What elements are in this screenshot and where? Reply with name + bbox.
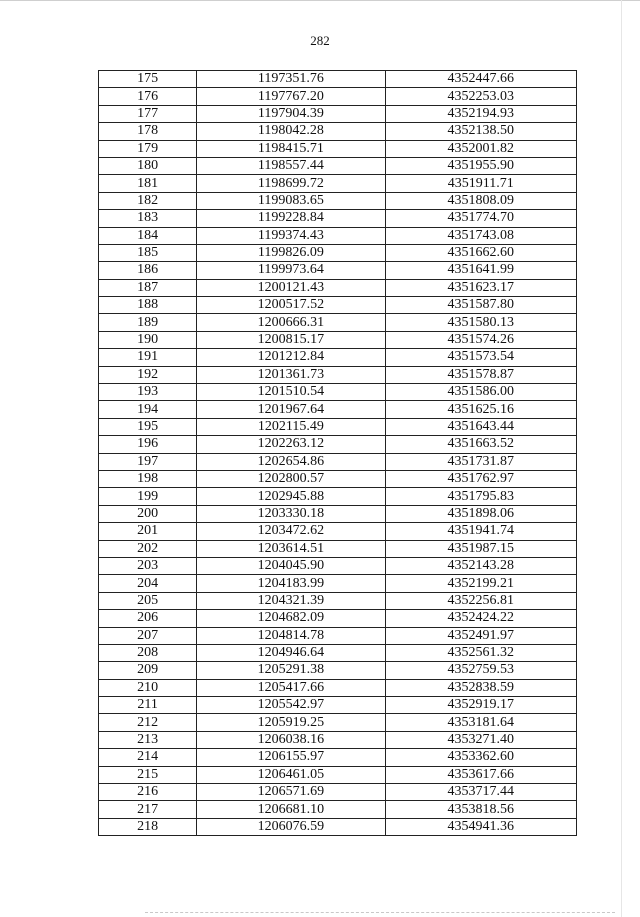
table-row bbox=[99, 314, 577, 331]
point-number-cell: 175 bbox=[99, 71, 197, 88]
point-number-cell: 211 bbox=[99, 697, 197, 714]
x-coordinate-cell: 1203330.18 bbox=[197, 505, 385, 522]
y-coordinate-cell: 4351573.54 bbox=[385, 349, 576, 366]
point-number-cell: 176 bbox=[99, 88, 197, 105]
point-number-cell: 191 bbox=[99, 349, 197, 366]
y-coordinate-cell: 4353818.56 bbox=[385, 801, 576, 818]
x-coordinate-cell: 1198557.44 bbox=[197, 157, 385, 174]
x-coordinate-cell: 1204814.78 bbox=[197, 627, 385, 644]
page-number: 282 bbox=[310, 33, 330, 48]
x-coordinate-cell: 1202654.86 bbox=[197, 453, 385, 470]
coordinates-table-body bbox=[99, 71, 577, 836]
point-number-cell: 212 bbox=[99, 714, 197, 731]
table-row bbox=[99, 662, 577, 679]
x-coordinate-cell: 1199973.64 bbox=[197, 262, 385, 279]
table-row bbox=[99, 262, 577, 279]
y-coordinate-cell: 4351898.06 bbox=[385, 505, 576, 522]
y-coordinate-cell: 4351663.52 bbox=[385, 436, 576, 453]
point-number-cell: 218 bbox=[99, 818, 197, 835]
x-coordinate-cell: 1206038.16 bbox=[197, 731, 385, 748]
point-number-cell: 214 bbox=[99, 749, 197, 766]
table-row bbox=[99, 766, 577, 783]
y-coordinate-cell: 4351625.16 bbox=[385, 401, 576, 418]
page-top-edge bbox=[0, 0, 640, 1]
x-coordinate-cell: 1201361.73 bbox=[197, 366, 385, 383]
x-coordinate-cell: 1201967.64 bbox=[197, 401, 385, 418]
point-number-cell: 190 bbox=[99, 331, 197, 348]
point-number-cell: 198 bbox=[99, 470, 197, 487]
point-number-cell: 215 bbox=[99, 766, 197, 783]
x-coordinate-cell: 1204682.09 bbox=[197, 610, 385, 627]
table-row bbox=[99, 88, 577, 105]
x-coordinate-cell: 1197904.39 bbox=[197, 105, 385, 122]
coordinates-table bbox=[98, 70, 577, 836]
x-coordinate-cell: 1199083.65 bbox=[197, 192, 385, 209]
x-coordinate-cell: 1204321.39 bbox=[197, 592, 385, 609]
y-coordinate-cell: 4351795.83 bbox=[385, 488, 576, 505]
y-coordinate-cell: 4352919.17 bbox=[385, 697, 576, 714]
y-coordinate-cell: 4354941.36 bbox=[385, 818, 576, 835]
y-coordinate-cell: 4353362.60 bbox=[385, 749, 576, 766]
table-row bbox=[99, 140, 577, 157]
x-coordinate-cell: 1200666.31 bbox=[197, 314, 385, 331]
x-coordinate-cell: 1203472.62 bbox=[197, 523, 385, 540]
table-row bbox=[99, 540, 577, 557]
point-number-cell: 197 bbox=[99, 453, 197, 470]
y-coordinate-cell: 4353181.64 bbox=[385, 714, 576, 731]
x-coordinate-cell: 1204946.64 bbox=[197, 644, 385, 661]
table-row bbox=[99, 297, 577, 314]
y-coordinate-cell: 4352199.21 bbox=[385, 575, 576, 592]
table-row bbox=[99, 523, 577, 540]
x-coordinate-cell: 1197767.20 bbox=[197, 88, 385, 105]
y-coordinate-cell: 4351774.70 bbox=[385, 210, 576, 227]
x-coordinate-cell: 1199826.09 bbox=[197, 244, 385, 261]
point-number-cell: 189 bbox=[99, 314, 197, 331]
table-row bbox=[99, 644, 577, 661]
y-coordinate-cell: 4352838.59 bbox=[385, 679, 576, 696]
point-number-cell: 177 bbox=[99, 105, 197, 122]
table-row bbox=[99, 436, 577, 453]
point-number-cell: 183 bbox=[99, 210, 197, 227]
y-coordinate-cell: 4351587.80 bbox=[385, 297, 576, 314]
y-coordinate-cell: 4351578.87 bbox=[385, 366, 576, 383]
x-coordinate-cell: 1202263.12 bbox=[197, 436, 385, 453]
x-coordinate-cell: 1206076.59 bbox=[197, 818, 385, 835]
point-number-cell: 204 bbox=[99, 575, 197, 592]
point-number-cell: 184 bbox=[99, 227, 197, 244]
y-coordinate-cell: 4351941.74 bbox=[385, 523, 576, 540]
x-coordinate-cell: 1206155.97 bbox=[197, 749, 385, 766]
y-coordinate-cell: 4352447.66 bbox=[385, 71, 576, 88]
x-coordinate-cell: 1201212.84 bbox=[197, 349, 385, 366]
point-number-cell: 199 bbox=[99, 488, 197, 505]
x-coordinate-cell: 1205417.66 bbox=[197, 679, 385, 696]
point-number-cell: 181 bbox=[99, 175, 197, 192]
x-coordinate-cell: 1204045.90 bbox=[197, 557, 385, 574]
table-row bbox=[99, 714, 577, 731]
point-number-cell: 195 bbox=[99, 418, 197, 435]
y-coordinate-cell: 4351662.60 bbox=[385, 244, 576, 261]
table-row bbox=[99, 227, 577, 244]
table-row bbox=[99, 749, 577, 766]
table-row bbox=[99, 210, 577, 227]
y-coordinate-cell: 4351911.71 bbox=[385, 175, 576, 192]
table-row bbox=[99, 331, 577, 348]
table-row bbox=[99, 71, 577, 88]
x-coordinate-cell: 1202115.49 bbox=[197, 418, 385, 435]
point-number-cell: 196 bbox=[99, 436, 197, 453]
table-row bbox=[99, 818, 577, 835]
x-coordinate-cell: 1204183.99 bbox=[197, 575, 385, 592]
x-coordinate-cell: 1198042.28 bbox=[197, 123, 385, 140]
table-row bbox=[99, 505, 577, 522]
x-coordinate-cell: 1202945.88 bbox=[197, 488, 385, 505]
point-number-cell: 180 bbox=[99, 157, 197, 174]
table-row bbox=[99, 801, 577, 818]
table-row bbox=[99, 470, 577, 487]
table-row bbox=[99, 175, 577, 192]
x-coordinate-cell: 1206681.10 bbox=[197, 801, 385, 818]
y-coordinate-cell: 4353271.40 bbox=[385, 731, 576, 748]
point-number-cell: 216 bbox=[99, 784, 197, 801]
point-number-cell: 207 bbox=[99, 627, 197, 644]
table-row bbox=[99, 610, 577, 627]
y-coordinate-cell: 4351580.13 bbox=[385, 314, 576, 331]
y-coordinate-cell: 4352424.22 bbox=[385, 610, 576, 627]
point-number-cell: 203 bbox=[99, 557, 197, 574]
table-row bbox=[99, 784, 577, 801]
point-number-cell: 205 bbox=[99, 592, 197, 609]
y-coordinate-cell: 4351641.99 bbox=[385, 262, 576, 279]
x-coordinate-cell: 1199228.84 bbox=[197, 210, 385, 227]
point-number-cell: 178 bbox=[99, 123, 197, 140]
point-number-cell: 202 bbox=[99, 540, 197, 557]
point-number-cell: 213 bbox=[99, 731, 197, 748]
table-row bbox=[99, 244, 577, 261]
table-row bbox=[99, 731, 577, 748]
table-row bbox=[99, 366, 577, 383]
x-coordinate-cell: 1205542.97 bbox=[197, 697, 385, 714]
point-number-cell: 200 bbox=[99, 505, 197, 522]
x-coordinate-cell: 1202800.57 bbox=[197, 470, 385, 487]
footer-scan-line bbox=[145, 912, 615, 914]
y-coordinate-cell: 4352001.82 bbox=[385, 140, 576, 157]
y-coordinate-cell: 4351987.15 bbox=[385, 540, 576, 557]
y-coordinate-cell: 4352194.93 bbox=[385, 105, 576, 122]
point-number-cell: 209 bbox=[99, 662, 197, 679]
table-row bbox=[99, 679, 577, 696]
point-number-cell: 208 bbox=[99, 644, 197, 661]
y-coordinate-cell: 4351574.26 bbox=[385, 331, 576, 348]
table-row bbox=[99, 418, 577, 435]
table-row bbox=[99, 557, 577, 574]
point-number-cell: 217 bbox=[99, 801, 197, 818]
table-row bbox=[99, 192, 577, 209]
table-row bbox=[99, 157, 577, 174]
point-number-cell: 186 bbox=[99, 262, 197, 279]
y-coordinate-cell: 4352143.28 bbox=[385, 557, 576, 574]
point-number-cell: 192 bbox=[99, 366, 197, 383]
x-coordinate-cell: 1197351.76 bbox=[197, 71, 385, 88]
table-row bbox=[99, 453, 577, 470]
point-number-cell: 206 bbox=[99, 610, 197, 627]
point-number-cell: 188 bbox=[99, 297, 197, 314]
y-coordinate-cell: 4353617.66 bbox=[385, 766, 576, 783]
point-number-cell: 185 bbox=[99, 244, 197, 261]
point-number-cell: 201 bbox=[99, 523, 197, 540]
x-coordinate-cell: 1205291.38 bbox=[197, 662, 385, 679]
y-coordinate-cell: 4352759.53 bbox=[385, 662, 576, 679]
x-coordinate-cell: 1199374.43 bbox=[197, 227, 385, 244]
y-coordinate-cell: 4352491.97 bbox=[385, 627, 576, 644]
table-row bbox=[99, 279, 577, 296]
y-coordinate-cell: 4351762.97 bbox=[385, 470, 576, 487]
table-row bbox=[99, 592, 577, 609]
y-coordinate-cell: 4352253.03 bbox=[385, 88, 576, 105]
x-coordinate-cell: 1200517.52 bbox=[197, 297, 385, 314]
y-coordinate-cell: 4352256.81 bbox=[385, 592, 576, 609]
y-coordinate-cell: 4351731.87 bbox=[385, 453, 576, 470]
x-coordinate-cell: 1203614.51 bbox=[197, 540, 385, 557]
table-row bbox=[99, 627, 577, 644]
x-coordinate-cell: 1198415.71 bbox=[197, 140, 385, 157]
table-row bbox=[99, 349, 577, 366]
point-number-cell: 193 bbox=[99, 384, 197, 401]
x-coordinate-cell: 1205919.25 bbox=[197, 714, 385, 731]
y-coordinate-cell: 4352561.32 bbox=[385, 644, 576, 661]
y-coordinate-cell: 4352138.50 bbox=[385, 123, 576, 140]
table-row bbox=[99, 384, 577, 401]
y-coordinate-cell: 4351586.00 bbox=[385, 384, 576, 401]
y-coordinate-cell: 4351808.09 bbox=[385, 192, 576, 209]
x-coordinate-cell: 1201510.54 bbox=[197, 384, 385, 401]
table-row bbox=[99, 401, 577, 418]
point-number-cell: 187 bbox=[99, 279, 197, 296]
y-coordinate-cell: 4353717.44 bbox=[385, 784, 576, 801]
table-row bbox=[99, 105, 577, 122]
y-coordinate-cell: 4351643.44 bbox=[385, 418, 576, 435]
x-coordinate-cell: 1200815.17 bbox=[197, 331, 385, 348]
y-coordinate-cell: 4351743.08 bbox=[385, 227, 576, 244]
table-row bbox=[99, 488, 577, 505]
point-number-cell: 194 bbox=[99, 401, 197, 418]
y-coordinate-cell: 4351955.90 bbox=[385, 157, 576, 174]
y-coordinate-cell: 4351623.17 bbox=[385, 279, 576, 296]
x-coordinate-cell: 1200121.43 bbox=[197, 279, 385, 296]
point-number-cell: 182 bbox=[99, 192, 197, 209]
page-right-edge bbox=[621, 0, 622, 917]
x-coordinate-cell: 1206461.05 bbox=[197, 766, 385, 783]
table-row bbox=[99, 123, 577, 140]
x-coordinate-cell: 1198699.72 bbox=[197, 175, 385, 192]
table-row bbox=[99, 697, 577, 714]
table-row bbox=[99, 575, 577, 592]
x-coordinate-cell: 1206571.69 bbox=[197, 784, 385, 801]
point-number-cell: 210 bbox=[99, 679, 197, 696]
point-number-cell: 179 bbox=[99, 140, 197, 157]
